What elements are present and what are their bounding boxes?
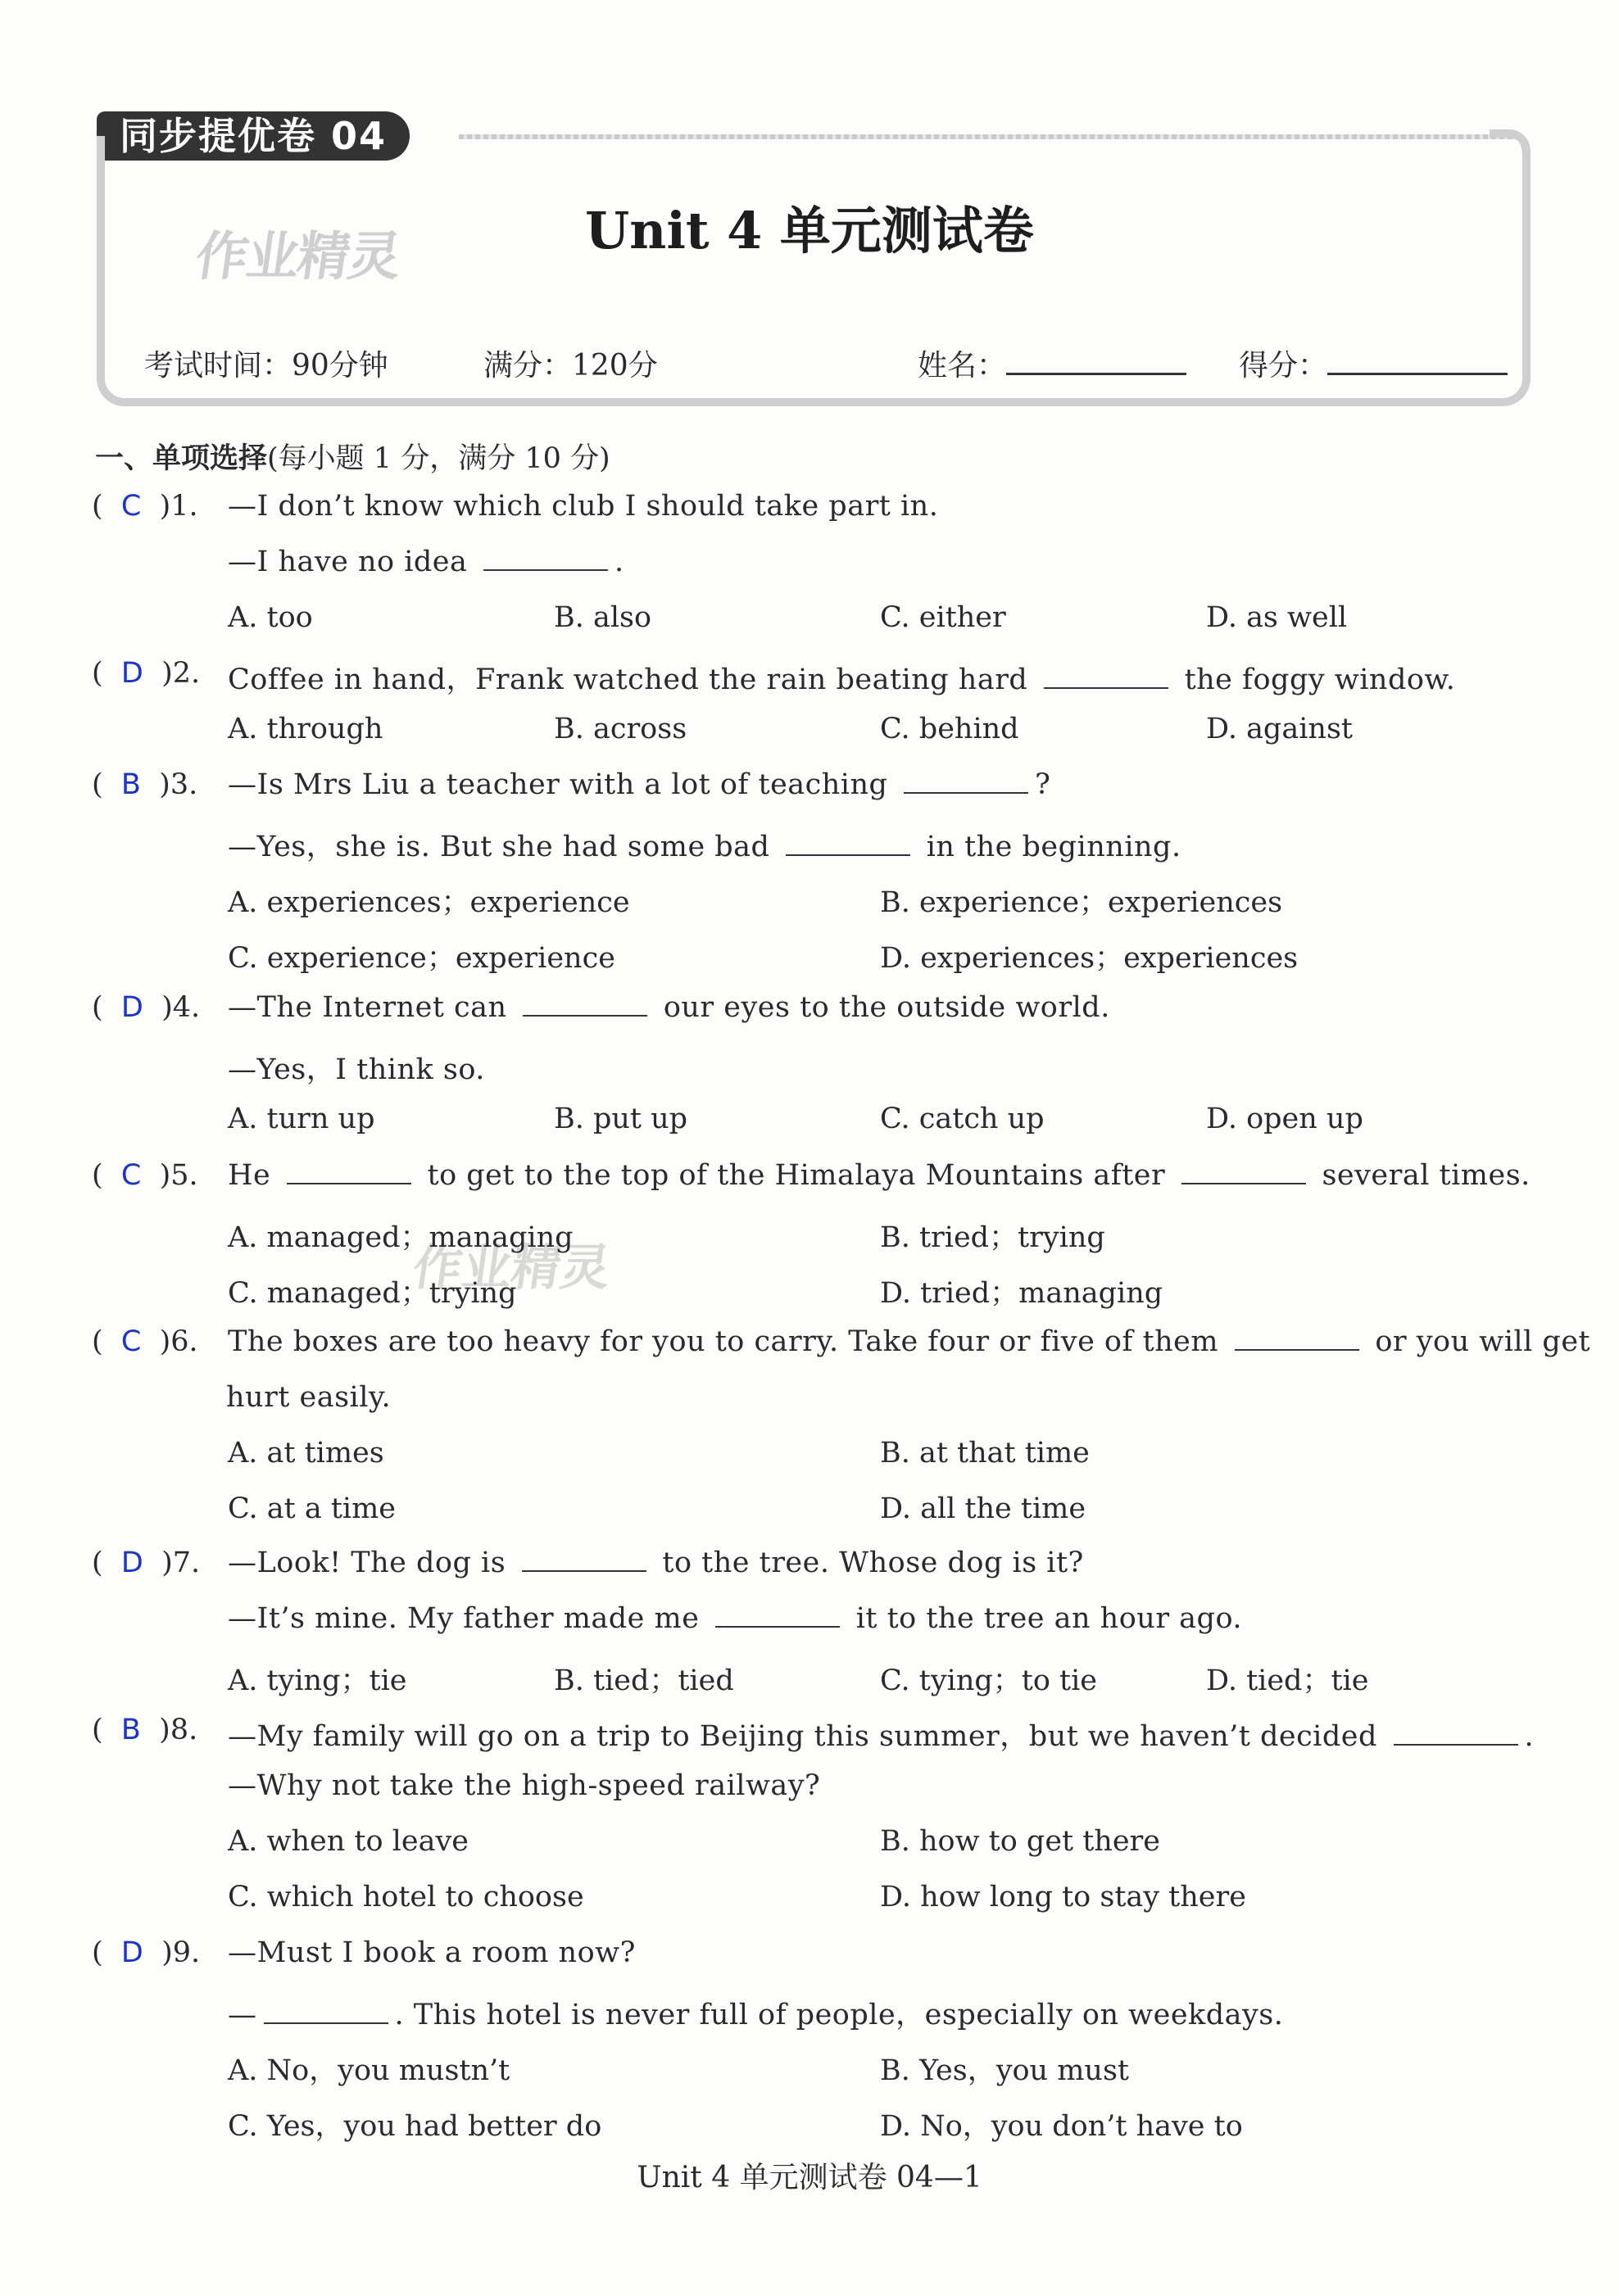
question-number: 6. <box>170 1325 198 1358</box>
answer-letter: D <box>120 991 143 1024</box>
answer-paren: ( D )4. <box>92 991 201 1024</box>
answer-blank[interactable] <box>483 546 608 571</box>
question-text: or you will get <box>1365 1325 1591 1358</box>
option-b[interactable]: B. Yes，you must <box>880 2054 1129 2087</box>
name-blank[interactable] <box>1006 373 1186 375</box>
option-c[interactable]: C. Yes，you had better do <box>228 2110 602 2143</box>
question-text: —I have no idea <box>228 546 478 578</box>
option-d[interactable]: D. experiences；experiences <box>880 942 1299 975</box>
answer-paren: ( D )2. <box>92 657 201 690</box>
option-c[interactable]: C. managed；trying <box>228 1277 517 1310</box>
question-number: 4. <box>172 991 201 1024</box>
question-line <box>228 1769 820 1802</box>
option-c[interactable]: C. experience；experience <box>228 942 615 975</box>
answer-blank[interactable] <box>287 1160 411 1184</box>
option-d[interactable]: D. all the time <box>880 1492 1086 1525</box>
score-blank[interactable] <box>1327 373 1508 375</box>
answer-letter: C <box>120 490 142 523</box>
question-line <box>228 824 1181 865</box>
question-text: —Must I book a room now? <box>228 1936 636 1969</box>
page-title: Unit 4 单元测试卷 <box>585 201 1034 260</box>
question-number: 3. <box>170 768 198 801</box>
question-line <box>228 1992 1283 2033</box>
question-text: The boxes are too heavy for you to carry. Take four or five of them <box>228 1325 1228 1358</box>
question-text: hurt easily. <box>226 1381 392 1414</box>
option-b[interactable]: B. put up <box>554 1103 688 1135</box>
answer-paren: ( C )1. <box>92 490 198 523</box>
answer-letter: B <box>120 768 141 801</box>
question-text: —My family will go on a trip to Beijing this summer，but we haven’t decided <box>228 1720 1387 1753</box>
section-heading <box>95 436 610 477</box>
question-number: 2. <box>172 657 201 690</box>
question-line <box>228 1159 1531 1192</box>
question-text: —Why not take the high-speed railway? <box>228 1769 821 1802</box>
question-text: —It’s mine. My father made me <box>228 1602 710 1635</box>
option-d[interactable]: D. as well <box>1206 601 1348 634</box>
question-line <box>228 1714 1534 1755</box>
question-text: . <box>614 546 624 578</box>
answer-blank[interactable] <box>1044 664 1168 689</box>
exam-time: 考试时间：90分钟 <box>144 349 388 383</box>
section-note: (每小题 1 分，满分 10 分) <box>267 442 610 475</box>
option-b[interactable]: B. experience；experiences <box>880 886 1283 919</box>
name-field[interactable] <box>918 342 1186 384</box>
question-text: several times. <box>1312 1159 1531 1192</box>
option-b[interactable]: B. tried；trying <box>880 1221 1105 1254</box>
question-text: to get to the top of the Himalaya Mountains after <box>417 1159 1175 1192</box>
answer-blank[interactable] <box>1235 1326 1359 1351</box>
full-score: 满分：120分 <box>483 349 658 383</box>
question-text: it to the tree an hour ago. <box>846 1602 1243 1635</box>
question-number: 1. <box>170 490 198 523</box>
question-line <box>228 1047 485 1088</box>
option-c[interactable]: C. tying；to tie <box>880 1664 1097 1697</box>
option-c[interactable]: C. behind <box>880 713 1019 745</box>
name-label: 姓名： <box>918 349 1007 383</box>
answer-blank[interactable] <box>1181 1160 1306 1184</box>
answer-letter: D <box>120 1547 143 1579</box>
answer-letter: D <box>120 657 143 690</box>
watermark-logo: 作业精灵 <box>191 227 404 288</box>
answer-paren: ( B )3. <box>92 768 198 801</box>
question-line <box>228 1325 1590 1358</box>
question-text: . <box>1524 1720 1535 1753</box>
option-a[interactable]: A. turn up <box>228 1103 375 1135</box>
question-line <box>228 991 1110 1024</box>
answer-paren: ( B )8. <box>92 1714 198 1746</box>
answer-blank[interactable] <box>523 992 647 1017</box>
answer-letter: C <box>120 1325 142 1358</box>
answer-paren: ( C )6. <box>92 1325 198 1358</box>
option-d[interactable]: D. tied；tie <box>1206 1664 1369 1697</box>
option-c[interactable]: C. at a time <box>228 1492 396 1525</box>
answer-paren: ( C )5. <box>92 1159 198 1192</box>
answer-letter: D <box>120 1936 143 1969</box>
question-text: our eyes to the outside world. <box>654 991 1110 1024</box>
question-line <box>228 546 624 578</box>
question-text: Coffee in hand，Frank watched the rain beating hard <box>228 663 1037 696</box>
answer-blank[interactable] <box>786 831 910 856</box>
question-line <box>228 657 1455 698</box>
option-d[interactable]: D. tried；managing <box>880 1277 1163 1310</box>
question-text: the foggy window. <box>1174 663 1456 696</box>
question-text: —Yes，I think so. <box>228 1053 485 1086</box>
question-line <box>228 490 938 523</box>
question-number: 8. <box>170 1714 198 1746</box>
option-d[interactable]: D. open up <box>1206 1103 1363 1135</box>
question-text: ? <box>1035 768 1051 801</box>
answer-blank[interactable] <box>264 1999 388 2024</box>
option-a[interactable]: A. managed；managing <box>228 1221 574 1254</box>
option-b[interactable]: B. how to get there <box>880 1825 1161 1858</box>
option-b[interactable]: B. at that time <box>880 1437 1090 1470</box>
answer-letter: B <box>120 1714 141 1746</box>
question-line <box>226 1381 391 1414</box>
option-b[interactable]: B. tied；tied <box>554 1664 734 1697</box>
option-a[interactable]: A. No，you mustn’t <box>228 2054 510 2087</box>
option-b[interactable]: B. also <box>554 601 652 634</box>
option-b[interactable]: B. across <box>554 713 687 745</box>
answer-blank[interactable] <box>904 769 1028 794</box>
option-d[interactable]: D. against <box>1206 713 1353 745</box>
question-text: —I don’t know which club I should take part in. <box>228 490 939 523</box>
question-text: — <box>228 1999 257 2031</box>
option-a[interactable]: A. through <box>228 713 383 745</box>
watermark-logo-body: 作业精灵 <box>409 1239 614 1297</box>
option-c[interactable]: C. catch up <box>880 1103 1045 1135</box>
answer-blank[interactable] <box>1394 1721 1518 1746</box>
question-line <box>228 768 1050 801</box>
question-text: . This hotel is never full of people，especially on weekdays. <box>394 1999 1284 2031</box>
option-c[interactable]: C. which hotel to choose <box>228 1881 584 1913</box>
question-text: in the beginning. <box>917 831 1181 863</box>
question-text: —The Internet can <box>228 991 517 1024</box>
question-number: 7. <box>172 1547 201 1579</box>
page-footer: Unit 4 单元测试卷 04—1 <box>637 2161 982 2194</box>
question-text: —Yes，she is. But she had some bad <box>228 831 780 863</box>
option-a[interactable]: A. tying；tie <box>228 1664 407 1697</box>
option-d[interactable]: D. No，you don’t have to <box>880 2110 1243 2143</box>
option-a[interactable]: A. at times <box>228 1437 384 1470</box>
question-text: to the tree. Whose dog is it? <box>652 1547 1084 1579</box>
answer-paren: ( D )7. <box>92 1547 201 1579</box>
option-a[interactable]: A. experiences；experience <box>228 886 630 919</box>
option-a[interactable]: A. too <box>228 601 313 634</box>
option-d[interactable]: D. how long to stay there <box>880 1881 1246 1913</box>
section-title: 一、单项选择 <box>95 442 268 475</box>
answer-blank[interactable] <box>715 1603 840 1628</box>
answer-blank[interactable] <box>522 1547 646 1572</box>
question-text: —Look! The dog is <box>228 1547 515 1579</box>
question-line <box>228 1547 1084 1579</box>
question-text: —Is Mrs Liu a teacher with a lot of teaching <box>228 768 898 801</box>
paper-tag: 同步提优卷 04 <box>97 111 410 161</box>
answer-letter: C <box>120 1159 142 1192</box>
option-c[interactable]: C. either <box>880 601 1006 634</box>
question-line <box>228 1602 1242 1635</box>
question-number: 9. <box>172 1936 201 1969</box>
option-a[interactable]: A. when to leave <box>228 1825 469 1858</box>
header-frame-corner <box>1490 129 1531 170</box>
score-field[interactable] <box>1239 342 1508 384</box>
question-number: 5. <box>170 1159 198 1192</box>
score-label: 得分： <box>1239 349 1328 383</box>
answer-paren: ( D )9. <box>92 1936 201 1969</box>
question-line <box>228 1936 636 1969</box>
question-text: He <box>228 1159 280 1192</box>
